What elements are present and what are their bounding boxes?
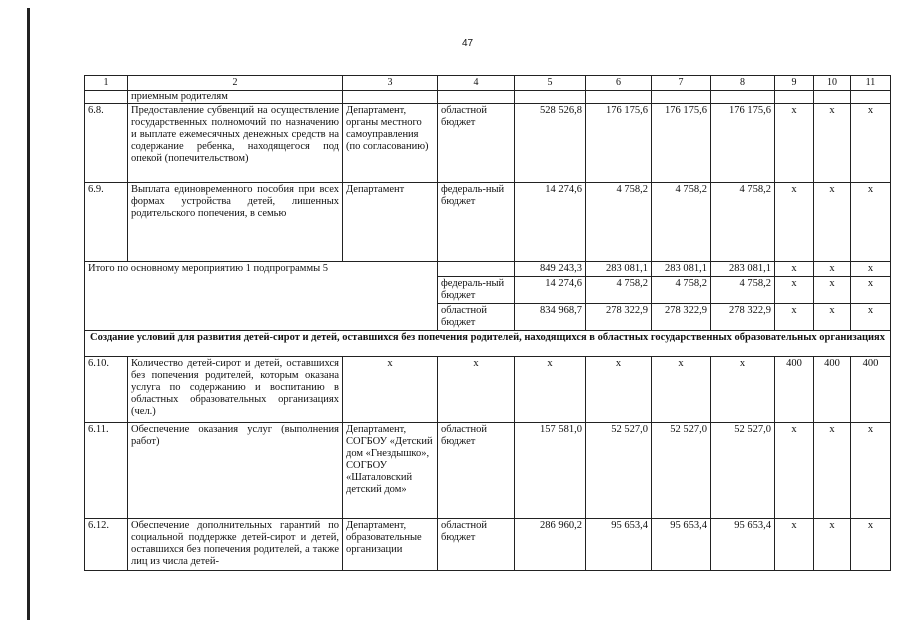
cell-year3: 283 081,1 [711,262,775,277]
cell-total: 528 526,8 [515,104,586,183]
cell-total: 286 960,2 [515,519,586,571]
cell-total: 14 274,6 [515,277,586,304]
table-row-6-10 [85,357,891,423]
header-cell: 7 [652,76,711,91]
total-source: федераль-ный бюджет [438,277,515,304]
cell-col9: х [775,423,814,519]
header-cell: 3 [343,76,438,91]
header-cell: 4 [438,76,515,91]
cell-total: х [515,357,586,423]
cell-col9: х [775,304,814,331]
cell-year2: 4 758,2 [652,277,711,304]
row-description: Обеспечение дополнительных гарантий по социальной поддержке детей-сирот и детей, оставшихся без попечения родителей, а также лиц из числа детей- [128,519,343,571]
cell-year3: 176 175,6 [711,104,775,183]
row-executor: Департамент, СОГБОУ «Детский дом «Гнездышко», СОГБОУ «Шаталовский детский дом» [343,423,438,519]
cell-total: 157 581,0 [515,423,586,519]
row-description: Предоставление субвенций на осуществление государственных полномочий по назначению и выплате ежемесячных денежных средств на содержание ребенка, находящегося под опекой (попечительством) [128,104,343,183]
total-source [438,262,515,277]
table-row-6-8 [85,104,891,183]
row-funding-source: областной бюджет [438,423,515,519]
header-cell: 2 [128,76,343,91]
page-number: 47 [462,38,474,49]
cell-year1: 95 653,4 [586,519,652,571]
header-cell: 9 [775,76,814,91]
cell-year1: 283 081,1 [586,262,652,277]
cell-year1: 176 175,6 [586,104,652,183]
cell-col10: х [814,423,851,519]
row-number: 6.10. [85,357,128,423]
row-description: Выплата единовременного пособия при всех формах устройства детей, лишенных родительского попечения, в семью [128,183,343,262]
cell-year1: 4 758,2 [586,277,652,304]
header-cell: 1 [85,76,128,91]
row-number: 6.11. [85,423,128,519]
cell-col11: х [851,423,891,519]
cell-col10: х [814,519,851,571]
cell-col11: х [851,519,891,571]
header-row [85,76,891,91]
cell-year3: 95 653,4 [711,519,775,571]
cell-year2: 52 527,0 [652,423,711,519]
cell-year1: х [586,357,652,423]
cell-col9: х [775,262,814,277]
table-row-6-9 [85,183,891,262]
cell-col10: х [814,262,851,277]
total-label: Итого по основному мероприятию 1 подпрограммы 5 [85,262,438,331]
row-funding-source: областной бюджет [438,519,515,571]
header-cell: 6 [586,76,652,91]
row-executor: Департамент, органы местного самоуправления (по согласованию) [343,104,438,183]
cell-col9: х [775,519,814,571]
row-number: 6.9. [85,183,128,262]
row-executor: Департамент, образовательные организации [343,519,438,571]
cell-col9: х [775,277,814,304]
cell-col9: 400 [775,357,814,423]
cell-col9: х [775,104,814,183]
row-executor: Департамент [343,183,438,262]
row-description: Количество детей-сирот и детей, оставшихся без попечения родителей, которым оказана услуга по содержанию и воспитанию в областных образовательных организациях (чел.) [128,357,343,423]
cell-year2: х [652,357,711,423]
section-heading: Создание условий для развития детей-сирот и детей, оставшихся без попечения родителей, находящихся в областных государственных образовательных организациях [85,331,891,357]
cell-year2: 95 653,4 [652,519,711,571]
cell-col10: х [814,183,851,262]
left-margin-bar [27,8,30,620]
cell-col11: х [851,183,891,262]
cell-col11: х [851,262,891,277]
section-heading-row [85,331,891,357]
header-cell: 11 [851,76,891,91]
header-cell: 8 [711,76,775,91]
cell-year1: 4 758,2 [586,183,652,262]
total-row-all [85,262,891,277]
cell-year3: х [711,357,775,423]
cell-col11: 400 [851,357,891,423]
table-row-6-12 [85,519,891,571]
table-row-6-11 [85,423,891,519]
row-description: Обеспечение оказания услуг (выполнения работ) [128,423,343,519]
cell-year2: 278 322,9 [652,304,711,331]
cell-year3: 278 322,9 [711,304,775,331]
cell-total: 834 968,7 [515,304,586,331]
cell-col9: х [775,183,814,262]
row-funding-source: х [438,357,515,423]
cell-year3: 4 758,2 [711,277,775,304]
cell-year2: 176 175,6 [652,104,711,183]
cell-year3: 52 527,0 [711,423,775,519]
row-number: 6.12. [85,519,128,571]
cell-col11: х [851,104,891,183]
cell-col10: 400 [814,357,851,423]
cell-col11: х [851,277,891,304]
cell-col10: х [814,277,851,304]
cell-year2: 4 758,2 [652,183,711,262]
cell-total: 14 274,6 [515,183,586,262]
cell-year1: 278 322,9 [586,304,652,331]
row-number: 6.8. [85,104,128,183]
row-funding-source: областной бюджет [438,104,515,183]
cell-year3: 4 758,2 [711,183,775,262]
cell-col10: х [814,304,851,331]
total-source: областной бюджет [438,304,515,331]
continuation-row [85,91,891,104]
cell-total: 849 243,3 [515,262,586,277]
row-executor: х [343,357,438,423]
header-cell: 5 [515,76,586,91]
continuation-text: приемным родителям [128,91,343,104]
cell-year1: 52 527,0 [586,423,652,519]
header-cell: 10 [814,76,851,91]
cell-col11: х [851,304,891,331]
row-funding-source: федераль-ный бюджет [438,183,515,262]
program-table [84,75,891,571]
cell-year2: 283 081,1 [652,262,711,277]
cell-col10: х [814,104,851,183]
